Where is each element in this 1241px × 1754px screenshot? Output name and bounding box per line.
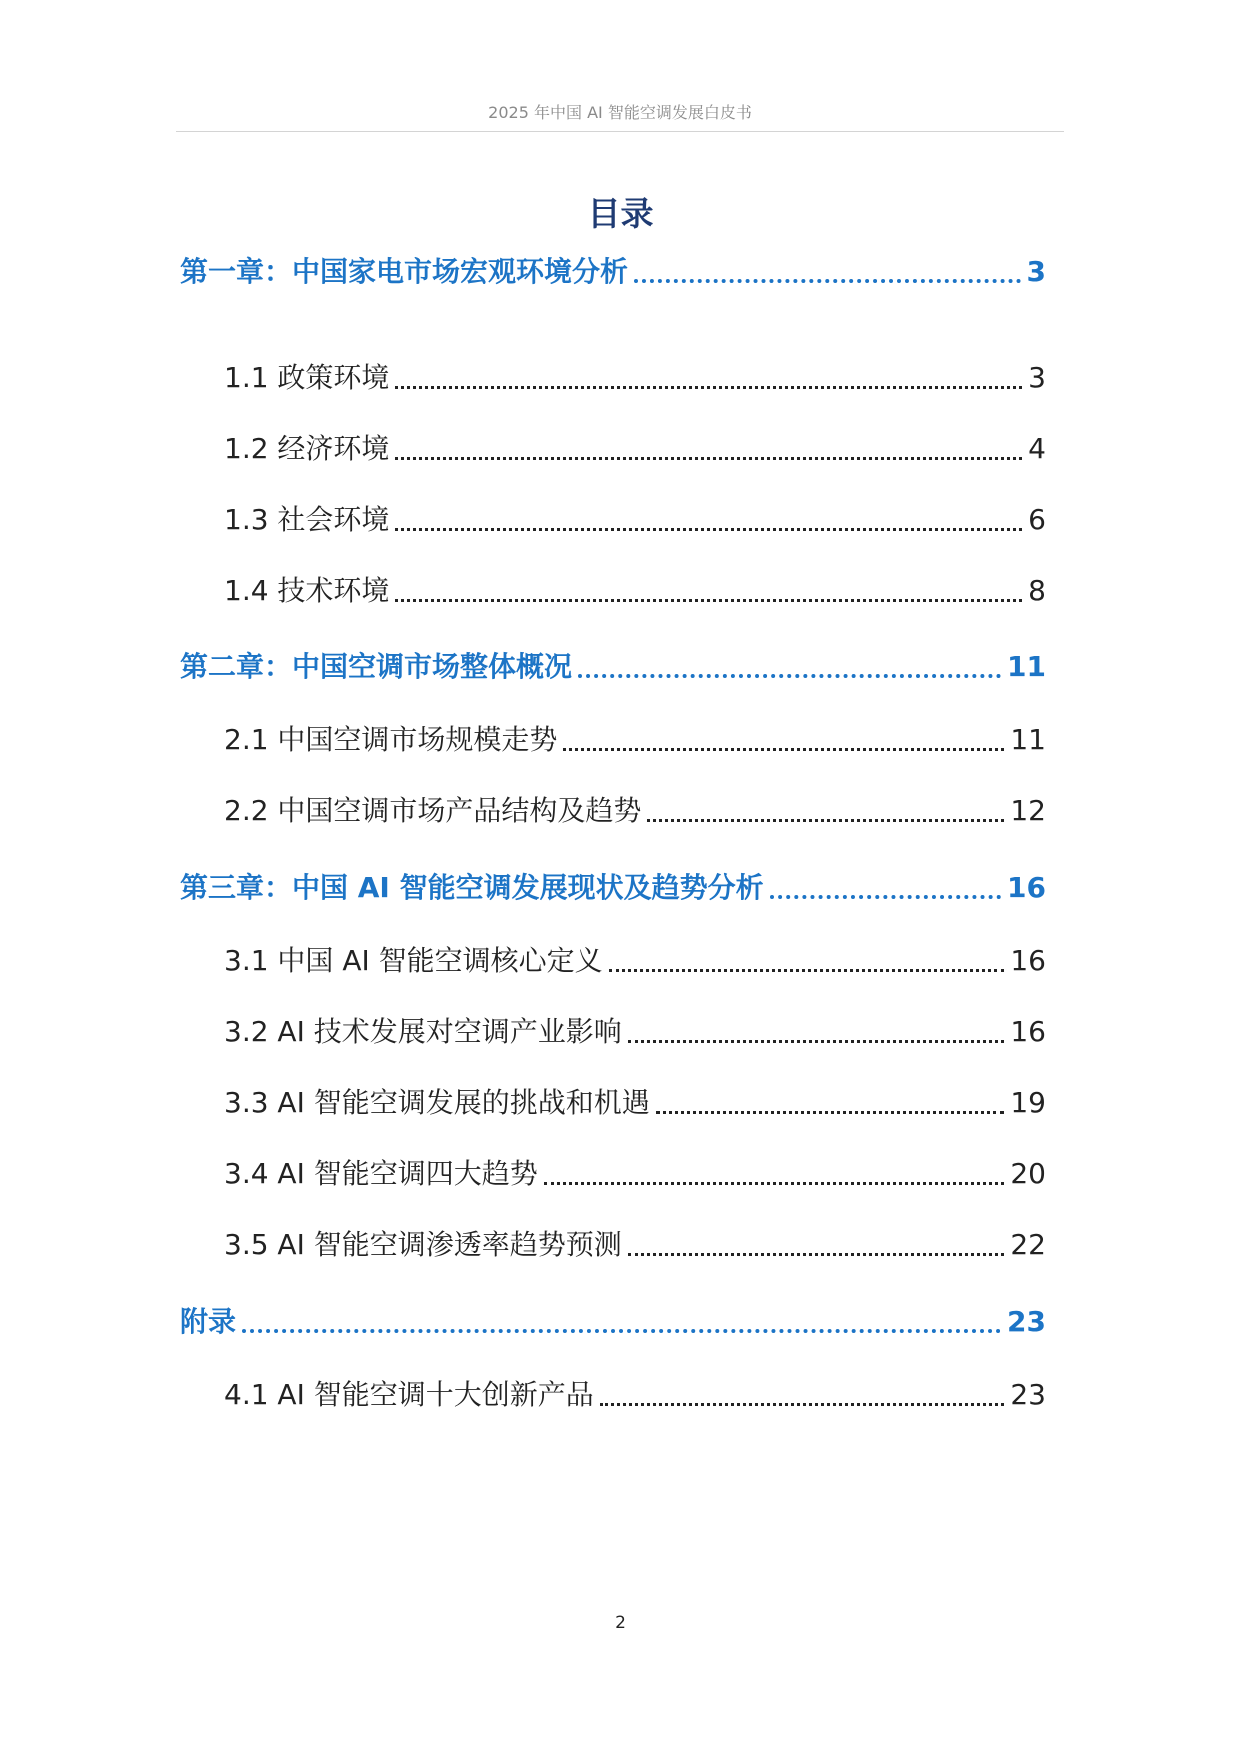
toc-entry-section-1-4[interactable] — [224, 571, 1046, 611]
toc-entry-page: 16 — [1010, 1015, 1046, 1048]
toc-leader-dots — [563, 748, 1004, 751]
toc-entry-section-3-1[interactable] — [224, 941, 1046, 981]
toc-entry-section-3-2[interactable] — [224, 1012, 1046, 1052]
toc-leader-dots — [770, 895, 1001, 899]
toc-entry-label: 2.2 中国空调市场产品结构及趋势 — [224, 794, 642, 827]
toc-entry-section-2-2[interactable] — [224, 791, 1046, 831]
toc-entry-label: 4.1 AI 智能空调十大创新产品 — [224, 1378, 594, 1411]
toc-entry-section-4-1[interactable] — [224, 1375, 1046, 1415]
toc-entry-section-1-2[interactable] — [224, 429, 1046, 469]
toc-entry-page: 23 — [1007, 1305, 1046, 1338]
toc-leader-dots — [544, 1182, 1005, 1185]
toc-entry-label: 2.1 中国空调市场规模走势 — [224, 723, 558, 756]
toc-leader-dots — [647, 819, 1004, 822]
running-header: 2025 年中国 AI 智能空调发展白皮书 — [488, 103, 752, 122]
toc-entry-label: 3.2 AI 技术发展对空调产业影响 — [224, 1015, 622, 1048]
toc-entry-label: 3.1 中国 AI 智能空调核心定义 — [224, 944, 603, 977]
toc-entry-label: 附录 — [180, 1305, 237, 1338]
toc-entry-page: 6 — [1028, 503, 1046, 536]
toc-entry-chapter-1[interactable] — [180, 252, 1046, 292]
toc-entry-page: 11 — [1007, 650, 1046, 683]
toc-entry-section-3-5[interactable] — [224, 1225, 1046, 1265]
toc-entry-label: 1.1 政策环境 — [224, 361, 390, 394]
toc-leader-dots — [395, 386, 1022, 389]
toc-entry-label: 3.4 AI 智能空调四大趋势 — [224, 1157, 538, 1190]
toc-entry-page: 20 — [1010, 1157, 1046, 1190]
toc-entry-page: 16 — [1010, 944, 1046, 977]
toc-entry-label: 3.3 AI 智能空调发展的挑战和机遇 — [224, 1086, 650, 1119]
toc-entry-page: 3 — [1028, 361, 1046, 394]
toc-entry-section-3-4[interactable] — [224, 1154, 1046, 1194]
toc-leader-dots — [656, 1111, 1005, 1114]
toc-entry-page: 19 — [1010, 1086, 1046, 1119]
toc-leader-dots — [609, 969, 1005, 972]
toc-entry-label: 1.2 经济环境 — [224, 432, 390, 465]
toc-entry-section-1-3[interactable] — [224, 500, 1046, 540]
toc-leader-dots — [395, 528, 1022, 531]
toc-entry-label: 第二章：中国空调市场整体概况 — [180, 650, 573, 683]
toc-entry-label: 第三章：中国 AI 智能空调发展现状及趋势分析 — [180, 871, 764, 904]
toc-entry-page: 3 — [1026, 255, 1046, 288]
toc-entry-page: 4 — [1028, 432, 1046, 465]
toc-entry-page: 11 — [1010, 723, 1046, 756]
toc-entry-section-1-1[interactable] — [224, 358, 1046, 398]
toc-entry-label: 1.3 社会环境 — [224, 503, 390, 536]
toc-leader-dots — [242, 1329, 1001, 1333]
toc-leader-dots — [395, 599, 1022, 602]
toc-leader-dots — [628, 1040, 1005, 1043]
toc-entry-chapter-3[interactable] — [180, 868, 1046, 908]
toc-entry-page: 16 — [1007, 871, 1046, 904]
toc-entry-label: 3.5 AI 智能空调渗透率趋势预测 — [224, 1228, 622, 1261]
toc-leader-dots — [628, 1253, 1005, 1256]
toc-leader-dots — [395, 457, 1022, 460]
toc-entry-section-3-3[interactable] — [224, 1083, 1046, 1123]
toc-entry-page: 23 — [1010, 1378, 1046, 1411]
toc-title: 目录 — [587, 194, 654, 233]
toc-entry-label: 第一章：中国家电市场宏观环境分析 — [180, 255, 629, 288]
toc-entry-appendix[interactable] — [180, 1302, 1046, 1342]
toc-entry-section-2-1[interactable] — [224, 720, 1046, 760]
page-number: 2 — [615, 1613, 626, 1633]
toc-entry-page: 22 — [1010, 1228, 1046, 1261]
toc-entry-page: 12 — [1010, 794, 1046, 827]
toc-leader-dots — [634, 279, 1021, 283]
toc-entry-label: 1.4 技术环境 — [224, 574, 390, 607]
toc-leader-dots — [578, 674, 1001, 678]
toc-entry-page: 8 — [1028, 574, 1046, 607]
toc-leader-dots — [600, 1403, 1005, 1406]
toc-entry-chapter-2[interactable] — [180, 647, 1046, 687]
